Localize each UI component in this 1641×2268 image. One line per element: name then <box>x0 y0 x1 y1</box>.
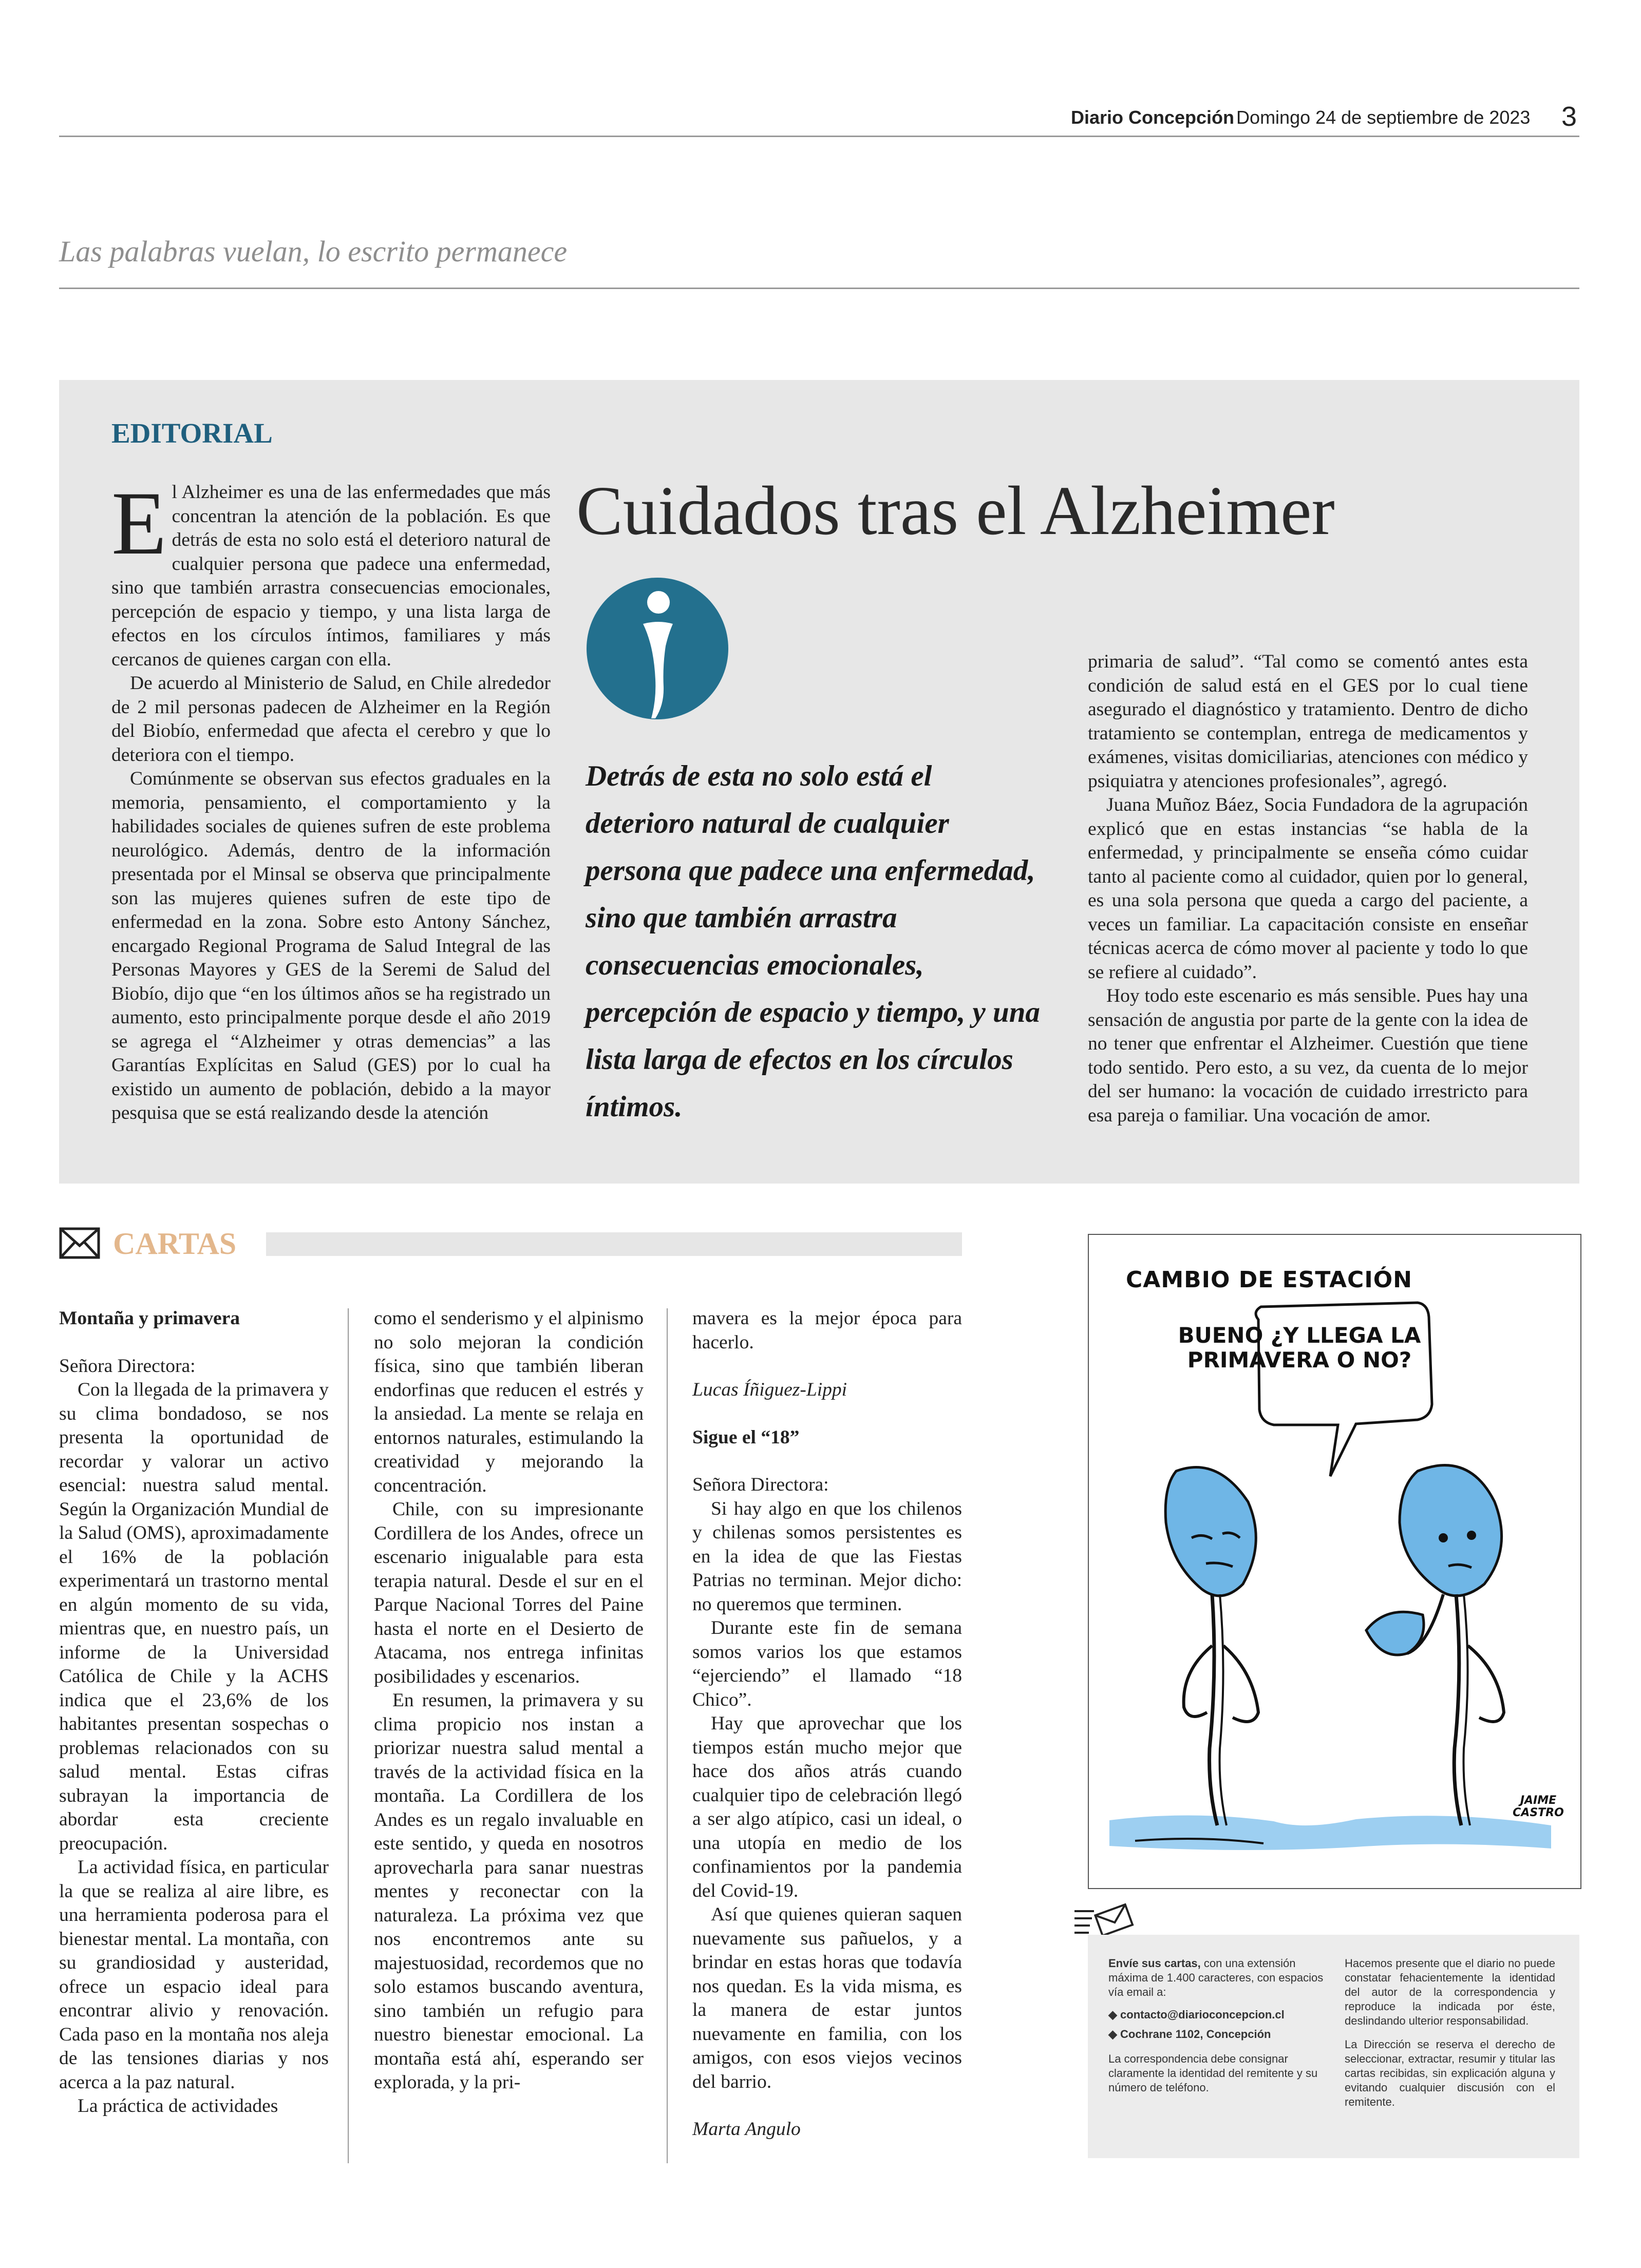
letter-paragraph: La actividad física, en particular la que se realiza al aire libre, es una herramienta poderosa para el bienestar mental. La montaña, con su grandiosidad y austeridad, ofrece un espacio ideal para encontrar alivio y renovación. Cada paso en la montaña nos aleja de las tensiones diarias y nos acerca a la paz natural. <box>59 1857 329 2093</box>
letter-signature: Lucas Íñiguez-Lippi <box>692 1379 847 1400</box>
letter-paragraph: mavera es la mejor época para hacerlo. <box>692 1308 962 1353</box>
envelope-icon <box>59 1227 100 1259</box>
editorial-paragraph: l Alzheimer es una de las enfermedades que más concentran la atención de la población. Es que detrás de esta no solo está el deterioro natural de cualquier persona que padece una enfermedad, sino que también arrastra consecuencias emocionales, percepción de espacio y tiempo, y una lista larga de efectos en los círculos íntimos, familiares y más cercanos de quienes cargan con ella. <box>111 482 551 670</box>
letter-paragraph: La práctica de actividades <box>78 2095 278 2117</box>
contact-address: ◆ Cochrane 1102, Concepción <box>1108 2028 1271 2041</box>
issue-date: Domingo 24 de septiembre de 2023 <box>1236 107 1531 128</box>
disclaimer-2: La Dirección se reserva el derecho de seleccionar, extractar, resumir y titular las cartas recibidas, sin explicación alguna y evitando cualquier discusión con el remitente. <box>1345 2038 1555 2108</box>
editorial-paragraph: primaria de salud”. “Tal como se comentó antes esta condición de salud está en el GES por lo cual tiene asegurado el diagnóstico y tratamiento. Dentro de dicho tratamiento se contemplan, entrega de medicamentos y exámenes, visitas domiciliarias, atenciones con médico y psiquiatra y atenciones profesionales”, agregó. <box>1088 651 1528 792</box>
cartoon-title: CAMBIO DE ESTACIÓN <box>1126 1267 1412 1293</box>
letter-paragraph: como el senderismo y el alpinismo no solo mejoran la condición física, sino que también liberan endorfinas que reducen el estrés y la ansiedad. La mente se relaja en entornos naturales, estimulando la creatividad y mejorando la concentración. <box>374 1308 644 1496</box>
section-tagline: Las palabras vuelan, lo escrito permanece <box>59 235 568 268</box>
letter-paragraph: Hay que aprovechar que los tiempos están mucho mejor que hace dos años atrás cuando cualquier tipo de celebración llegó a ser algo atípico, casi un ideal, o una utopía en medio de los confinamientos por la pandemia del Covid-19. <box>692 1713 962 1901</box>
paper-name: Diario Concepción <box>1071 107 1235 128</box>
editorial-column-1 <box>111 473 551 1126</box>
cartas-column-1 <box>59 1307 329 2119</box>
pull-quote: Detrás de esta no solo está el deterioro natural de cualquier persona que padece una enfermedad, sino que también arrastra consecuencias emocionales, percepción de espacio y tiempo, y una lista larga de efectos en los círculos íntimos. <box>586 760 1040 1123</box>
page-header <box>1071 107 1533 128</box>
letter-paragraph: Chile, con su impresionante Cordillera de los Andes, ofrece un escenario inigualable para esta terapia natural. Desde el sur en el Parque Nacional Torres del Paine hasta el norte en el Desierto de Atacama, nos entrega infinitas posibilidades y escenarios. <box>374 1499 644 1687</box>
page-number: 3 <box>1561 101 1577 132</box>
info-right <box>1345 1956 1555 2114</box>
editorial-column-3 <box>1088 650 1528 1128</box>
letter-title: Sigue el “18” <box>692 1426 800 1448</box>
drop-cap: E <box>111 473 167 574</box>
send-lead: Envíe sus cartas, <box>1108 1957 1201 1970</box>
letter-paragraph: Con la llegada de la primavera y su clima bondadoso, se nos presenta la oportunidad de recordar y valorar un activo esencial: nuestra salud mental. Según la Organización Mundial de la Salud (OMS), aproximadamente el 16% de la población experimentará un trastorno mental en algún momento de su vida, mientras que, en nuestro país, un informe de la Universidad Católica de Chile y la ACHS indica que el 23,6% de los habitantes presentan sospechas o problemas relacionados con su salud mental. Estas cifras subrayan la importancia de abordar esta creciente preocupación. <box>59 1379 329 1854</box>
column-divider <box>667 1308 668 2163</box>
letter-salutation: Señora Directora: <box>59 1355 196 1377</box>
editorial-label: EDITORIAL <box>111 417 273 449</box>
cartas-label: CARTAS <box>113 1227 237 1261</box>
editorial-paragraph: Juana Muñoz Báez, Socia Fundadora de la agrupación explicó que en estas instancias “se habla de la enfermedad, y principalmente se enseña cómo cuidar tanto al paciente como al cuidador, quien por lo general, es una sola persona que queda a cargo del paciente, a veces un familiar. La capacitación consiste en enseñar técnicas acerca de cómo mover al paciente y todo lo que se refiere al cuidado”. <box>1088 794 1528 983</box>
send-rest: con una extensión máxima de 1.400 caracteres, con espacios vía email a: <box>1108 1957 1324 1998</box>
address-text: Cochrane 1102, Concepción <box>1120 2028 1271 2041</box>
editorial-title: Cuidados tras el Alzheimer <box>576 472 1335 549</box>
speech-bubble-text: BUENO ¿Y LLEGA LA PRIMAVERA O NO? <box>1178 1323 1421 1373</box>
letter-paragraph: Así que quienes quieran saquen nuevamente sus pañuelos, y a brindar en estas horas que todavía nos quedan. Es la vida misma, es la manera de estar juntos nuevamente en familia, con los amigos, con esos viejos vecinos del barrio. <box>692 1904 962 2092</box>
editorial-paragraph: Comúnmente se observan sus efectos graduales en la memoria, pensamiento, el comportamiento y la habilidades sociales de quienes sufren de este problema neurológico. Además, dentro de la información presentada por el Minsal se observa que principalmente son las mujeres quienes sufren de este tipo de enfermedad en la zona. Sobre esto Antony Sánchez, encargado Regional Programa de Salud Integral de las Personas Mayores y GES de la Seremi de Salud del Biobío, dijo que “en los últimos años se ha registrado un aumento, esto principalmente porque desde el año 2019 se agrega el “Alzheimer y otras demencias” a las Garantías Explícitas en Salud (GES) por lo cual ha existido un aumento de población, debido a la mayor pesquisa que se está realizando desde la atención <box>111 768 551 1123</box>
letter-title: Montaña y primavera <box>59 1308 240 1329</box>
letter-paragraph: En resumen, la primavera y su clima propicio nos instan a priorizar nuestra salud mental a través de la actividad física en la montaña. La Cordillera de los Andes es un regalo invaluable en este sentido, y queda en nosotros aprovecharla para sanar nuestras mentes y reconectar con la naturaleza. La próxima vez que nos encontremos ante su majestuosidad, recordemos que no solo estamos buscando aventura, sino también un refugio para nuestro bienestar emocional. La montaña está ahí, esperando ser explorada, y la pri- <box>374 1690 644 2093</box>
letter-paragraph: Si hay algo en que los chilenos y chilenas somos persistentes es en la idea de que las Fiestas Patrias no terminan. Mejor dicho: no queremos que terminen. <box>692 1498 962 1615</box>
cartas-column-3 <box>692 1307 962 2142</box>
tagline-rule <box>59 288 1579 289</box>
editorial-paragraph: De acuerdo al Ministerio de Salud, en Chile alrededor de 2 mil personas padecen de Alzheimer en la Región del Biobío, enfermedad que afecta el cerebro y que lo deteriora con el tiempo. <box>111 673 551 766</box>
cartoon-signature: JAIME CASTRO <box>1513 1794 1564 1819</box>
cartas-header-bar <box>266 1232 962 1256</box>
email-text: contacto@diarioconcepcion.cl <box>1120 2008 1285 2021</box>
disclaimer-1: Hacemos presente que el diario no puede constatar fehacientemente la identidad del autor de la correspondencia y reproduce la indicada por éste, deslindando ulterior responsabilidad. <box>1345 1957 1555 2027</box>
letter-salutation: Señora Directora: <box>692 1474 829 1495</box>
contact-email: ◆ contacto@diarioconcepcion.cl <box>1108 2008 1285 2021</box>
letters-info-box <box>1088 1935 1579 2158</box>
letter-paragraph: Durante este fin de semana somos varios los que estamos “ejerciendo” el llamado “18 Chico”. <box>692 1617 962 1710</box>
cartoon-panel <box>1088 1234 1581 1889</box>
info-left <box>1108 1956 1329 2100</box>
identity-note: La correspondencia debe consignar claramente la identidad del remitente y su número de teléfono. <box>1108 2052 1318 2094</box>
editorial-paragraph: Hoy todo este escenario es más sensible. Pues hay una sensación de angustia por parte de la gente con la idea de no tener que enfrentar el Alzheimer. Cuestión que tiene todo sentido. Pero esto, a su vez, da cuenta de lo mejor del ser humano: la vocación de cuidado irrestricto para esa pareja o familiar. Una vocación de amor. <box>1088 985 1528 1126</box>
info-icon <box>586 577 729 720</box>
column-divider <box>348 1308 349 2163</box>
cartas-column-2 <box>374 1307 644 2095</box>
letter-signature: Marta Angulo <box>692 2119 801 2140</box>
header-rule <box>59 136 1579 137</box>
